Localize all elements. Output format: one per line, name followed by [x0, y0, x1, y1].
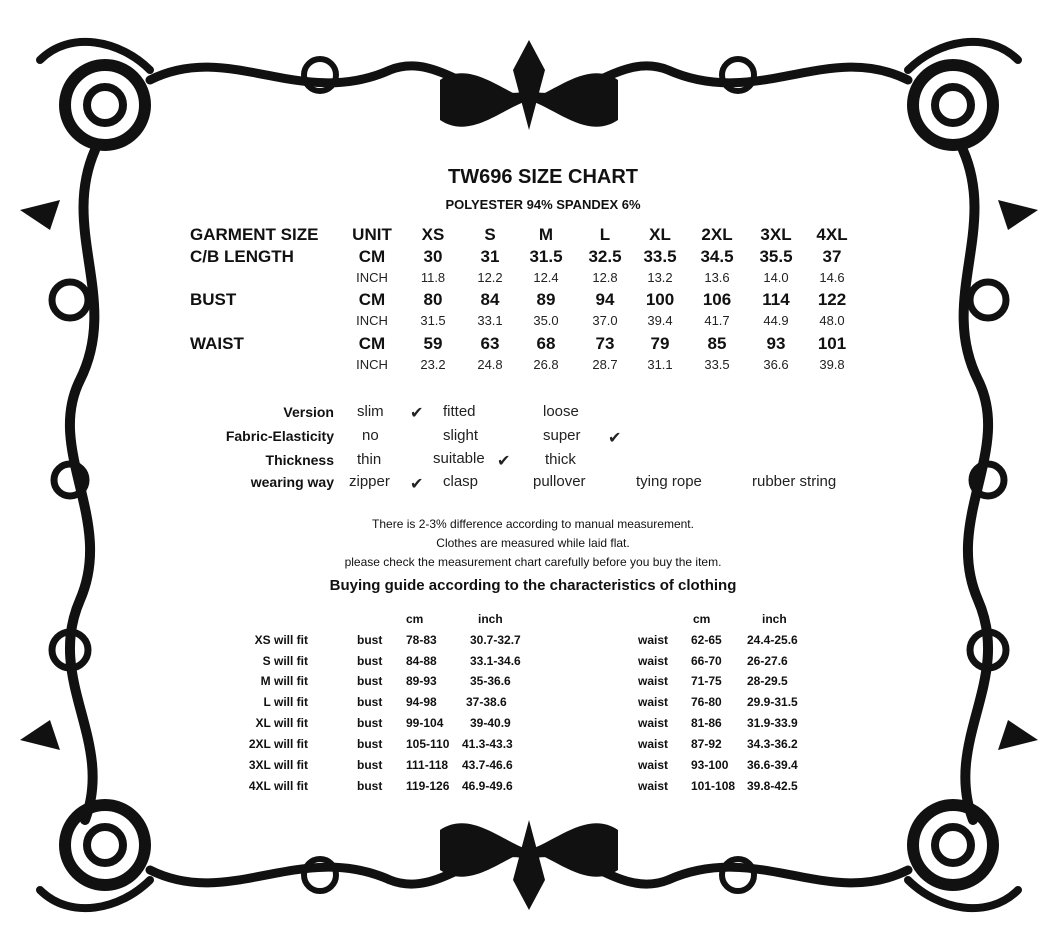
bust-inch: 37-38.6: [466, 695, 507, 709]
row-label-cb-length: C/B LENGTH: [190, 247, 294, 266]
fit-label: L will fit: [263, 695, 308, 709]
table-cell: 33.5: [704, 357, 730, 372]
elasticity-label: Fabric-Elasticity: [225, 428, 334, 444]
table-cell: 13.2: [647, 270, 673, 285]
table-cell: 101: [817, 334, 847, 353]
table-cell: 12.4: [533, 270, 559, 285]
waist-word: waist: [638, 695, 669, 709]
table-cell: 26.8: [533, 357, 559, 372]
bust-inch: 39-40.9: [470, 716, 511, 730]
option-super: super: [543, 427, 581, 444]
bust-inch: 35-36.6: [470, 674, 511, 688]
unit-header: UNIT: [352, 225, 392, 244]
bust-inch: 46.9-49.6: [462, 779, 513, 793]
waist-cm: 87-92: [691, 737, 722, 751]
thickness-label: Thickness: [265, 452, 334, 468]
unit-inch: INCH: [356, 313, 388, 328]
version-label: Version: [283, 404, 334, 420]
corner-scroll-tl: [40, 42, 150, 145]
inch-header: inch: [762, 612, 787, 626]
option-no: no: [362, 427, 379, 444]
table-cell: 79: [650, 334, 670, 353]
table-cell: 31.1: [647, 357, 673, 372]
table-cell: 41.7: [704, 313, 730, 328]
waist-cm: 62-65: [691, 633, 722, 647]
size-header: XL: [649, 225, 671, 244]
table-cell: 35.0: [533, 313, 559, 328]
cm-header: cm: [693, 612, 711, 626]
bust-cm: 89-93: [406, 674, 437, 688]
table-cell: 84: [480, 290, 500, 309]
waist-cm: 71-75: [691, 674, 722, 688]
fit-label: XS will fit: [254, 633, 308, 647]
option-loose: loose: [543, 403, 579, 420]
option-thick: thick: [545, 451, 576, 468]
unit-inch: INCH: [356, 357, 388, 372]
bust-inch: 30.7-32.7: [470, 633, 521, 647]
waist-word: waist: [638, 654, 669, 668]
waist-word: waist: [638, 674, 669, 688]
bust-cm: 105-110: [406, 737, 450, 751]
size-header: 2XL: [701, 225, 733, 244]
table-cell: 31: [480, 247, 500, 266]
table-cell: 31.5: [529, 247, 563, 266]
garment-size-header: GARMENT SIZE: [190, 225, 319, 244]
option-fitted: fitted: [443, 403, 476, 420]
check-icon: ✔: [608, 430, 622, 447]
waist-cm: 66-70: [691, 654, 722, 668]
waist-inch: 24.4-25.6: [747, 633, 798, 647]
option-slim: slim: [357, 403, 384, 420]
size-header: XS: [421, 225, 445, 244]
bust-word: bust: [357, 779, 383, 793]
check-icon: ✔: [410, 476, 424, 493]
table-cell: 94: [595, 290, 615, 309]
waist-cm: 76-80: [691, 695, 722, 709]
waist-inch: 31.9-33.9: [747, 716, 798, 730]
waist-inch: 36.6-39.4: [747, 758, 798, 772]
table-cell: 34.5: [700, 247, 734, 266]
waist-cm: 101-108: [691, 779, 736, 793]
check-icon: ✔: [410, 405, 424, 422]
inch-header: inch: [478, 612, 503, 626]
table-cell: 68: [536, 334, 556, 353]
note-line: please check the measurement chart carefully before you buy the item.: [344, 555, 722, 569]
table-cell: 33.1: [477, 313, 503, 328]
material-label: POLYESTER 94% SPANDEX 6%: [445, 197, 641, 212]
table-cell: 85: [707, 334, 727, 353]
table-cell: 36.6: [763, 357, 789, 372]
table-cell: 100: [645, 290, 675, 309]
table-cell: 14.6: [819, 270, 845, 285]
option-rubber-string: rubber string: [752, 473, 837, 490]
table-cell: 39.8: [819, 357, 845, 372]
table-cell: 80: [423, 290, 443, 309]
waist-cm: 81-86: [691, 716, 722, 730]
table-cell: 114: [762, 290, 790, 309]
table-cell: 89: [536, 290, 556, 309]
table-cell: 11.8: [420, 270, 446, 285]
bust-inch: 41.3-43.3: [462, 737, 513, 751]
unit-cm: CM: [358, 290, 386, 309]
option-slight: slight: [443, 427, 479, 444]
table-cell: 12.8: [592, 270, 618, 285]
unit-cm: CM: [358, 247, 386, 266]
fit-label: 4XL will fit: [248, 779, 308, 793]
bust-cm: 99-104: [406, 716, 444, 730]
bust-word: bust: [357, 737, 383, 751]
table-cell: 23.2: [420, 357, 446, 372]
table-cell: 48.0: [819, 313, 845, 328]
bust-word: bust: [357, 633, 383, 647]
table-cell: 44.9: [763, 313, 789, 328]
bust-inch: 43.7-46.6: [462, 758, 513, 772]
check-icon: ✔: [497, 453, 511, 470]
table-cell: 14.0: [763, 270, 789, 285]
table-cell: 13.6: [704, 270, 730, 285]
table-cell: 59: [423, 334, 443, 353]
waist-word: waist: [638, 779, 669, 793]
waist-word: waist: [638, 737, 669, 751]
table-cell: 106: [702, 290, 732, 309]
option-suitable: suitable: [433, 450, 485, 467]
waist-inch: 29.9-31.5: [747, 695, 798, 709]
wearing-way-label: wearing way: [250, 474, 334, 490]
bust-inch: 33.1-34.6: [470, 654, 521, 668]
bust-word: bust: [357, 674, 383, 688]
option-tying-rope: tying rope: [636, 473, 702, 490]
bust-cm: 111-118: [406, 758, 449, 772]
fit-label: S will fit: [262, 654, 308, 668]
fit-label: 2XL will fit: [248, 737, 308, 751]
size-header: M: [538, 225, 554, 244]
unit-cm: CM: [358, 334, 386, 353]
option-clasp: clasp: [443, 473, 479, 490]
table-cell: 93: [766, 334, 786, 353]
chart-title: TW696 SIZE CHART: [447, 166, 639, 188]
bust-cm: 119-126: [406, 779, 450, 793]
table-cell: 30: [423, 247, 443, 266]
waist-word: waist: [638, 758, 669, 772]
option-thin: thin: [357, 451, 382, 468]
table-cell: 24.8: [477, 357, 503, 372]
bust-cm: 78-83: [406, 633, 437, 647]
row-label-waist: WAIST: [190, 334, 244, 353]
table-cell: 28.7: [592, 357, 618, 372]
size-header: S: [484, 225, 496, 244]
bust-word: bust: [357, 695, 383, 709]
waist-word: waist: [638, 716, 669, 730]
table-cell: 73: [595, 334, 615, 353]
size-header: 4XL: [816, 225, 848, 244]
fit-label: M will fit: [260, 674, 308, 688]
waist-word: waist: [638, 633, 669, 647]
unit-inch: INCH: [356, 270, 388, 285]
table-cell: 32.5: [588, 247, 622, 266]
table-cell: 12.2: [477, 270, 503, 285]
table-cell: 35.5: [759, 247, 793, 266]
option-zipper: zipper: [349, 473, 390, 490]
bust-cm: 84-88: [406, 654, 437, 668]
waist-inch: 34.3-36.2: [747, 737, 798, 751]
table-cell: 33.5: [643, 247, 677, 266]
bust-word: bust: [357, 654, 383, 668]
bust-word: bust: [357, 758, 383, 772]
fit-label: 3XL will fit: [248, 758, 308, 772]
waist-cm: 93-100: [691, 758, 729, 772]
cm-header: cm: [406, 612, 424, 626]
table-cell: 39.4: [647, 313, 673, 328]
table-cell: 122: [817, 290, 847, 309]
size-header: 3XL: [760, 225, 792, 244]
table-cell: 31.5: [420, 313, 446, 328]
table-cell: 63: [480, 334, 500, 353]
fit-label: XL will fit: [255, 716, 308, 730]
bust-cm: 94-98: [406, 695, 437, 709]
waist-inch: 26-27.6: [747, 654, 788, 668]
table-cell: 37.0: [592, 313, 618, 328]
note-line: There is 2-3% difference according to manual measurement.: [372, 517, 694, 531]
waist-inch: 28-29.5: [747, 674, 788, 688]
waist-inch: 39.8-42.5: [747, 779, 798, 793]
note-line: Clothes are measured while laid flat.: [436, 536, 630, 550]
buying-guide-title: Buying guide according to the characteristics of clothing: [329, 577, 737, 594]
option-pullover: pullover: [533, 473, 586, 490]
row-label-bust: BUST: [190, 290, 237, 309]
bust-word: bust: [357, 716, 383, 730]
size-header: L: [599, 225, 611, 244]
table-cell: 37: [822, 247, 842, 266]
